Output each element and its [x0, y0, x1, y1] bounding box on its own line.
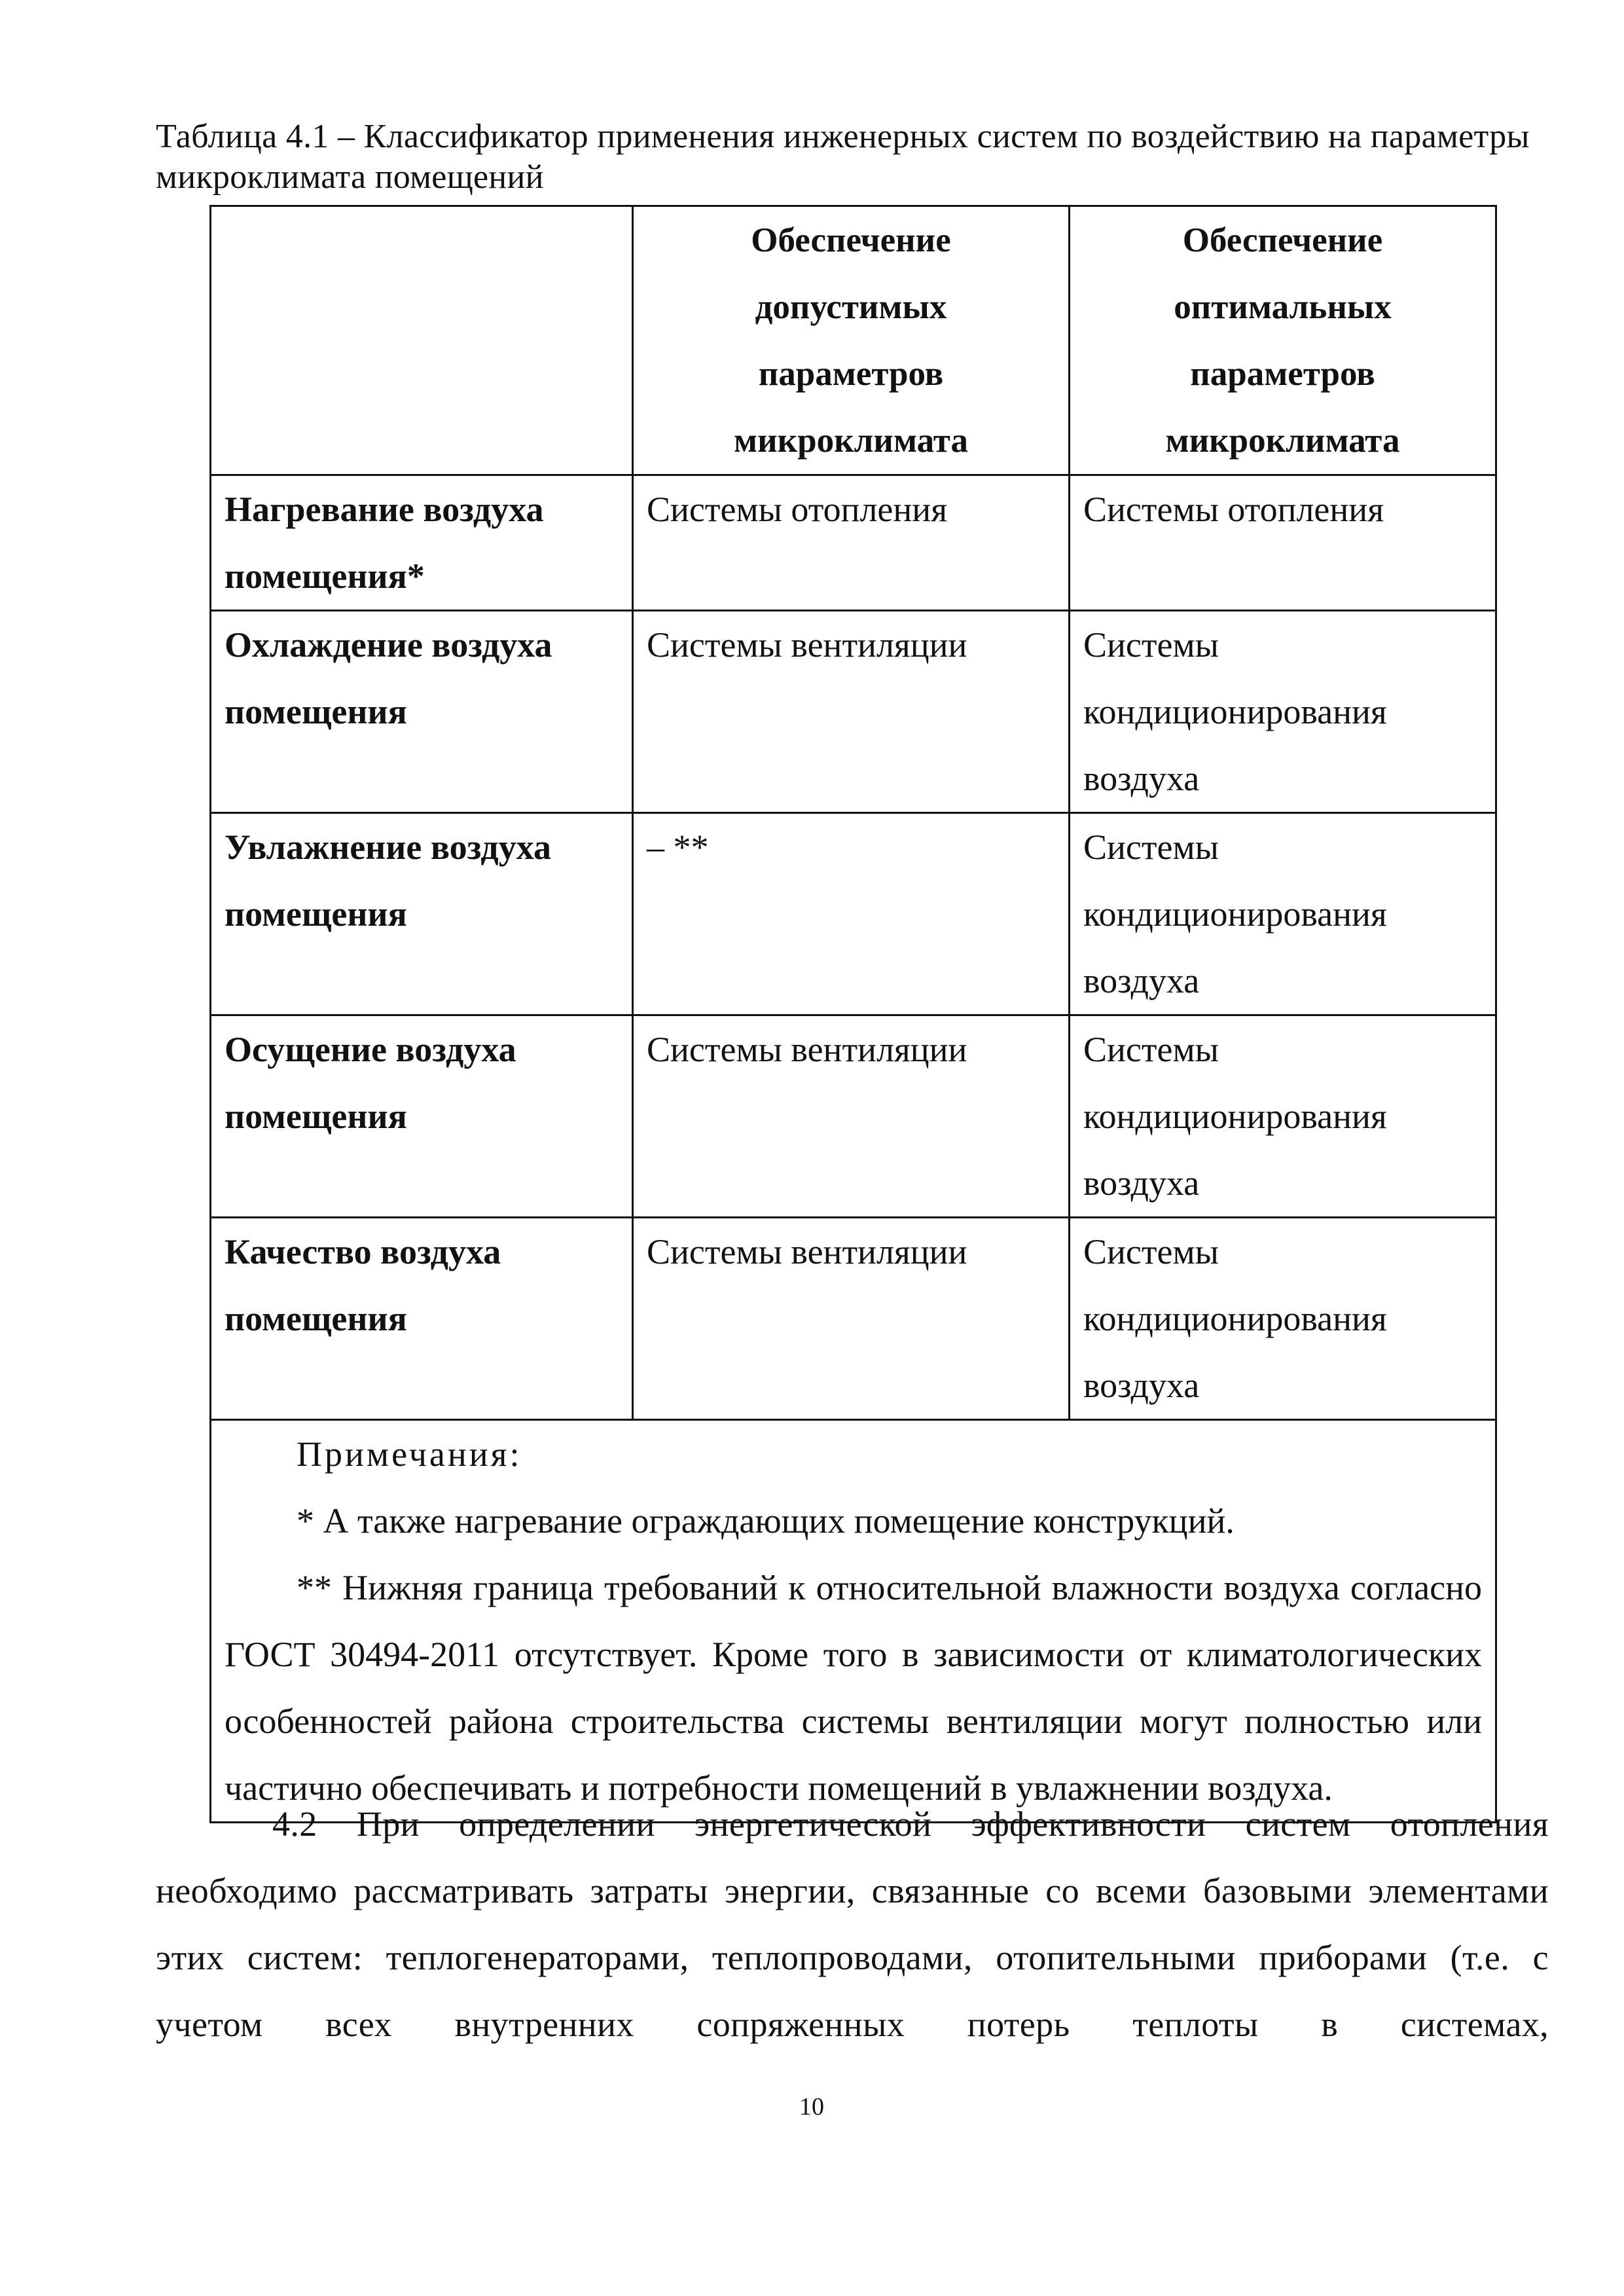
header-empty-cell: [211, 206, 633, 475]
header-line: микроклимата: [733, 422, 968, 460]
header-line: Обеспечение: [751, 221, 951, 259]
row-label-line: помещения: [225, 894, 407, 934]
table-row: [211, 813, 1496, 1015]
permissible-cell: [633, 1218, 1070, 1420]
row-label-line: Качество воздуха: [225, 1232, 501, 1271]
notes-cell: [211, 1420, 1496, 1823]
permissible-cell: [633, 1015, 1070, 1218]
row-label: [211, 813, 633, 1015]
optimal-cell: [1070, 475, 1496, 611]
permissible-cell: [633, 813, 1070, 1015]
optimal-cell: [1070, 611, 1496, 813]
table-row: [211, 611, 1496, 813]
cell-line: Системы вентиляции: [647, 625, 967, 665]
cell-line: – **: [647, 828, 709, 867]
cell-line: воздуха: [1083, 759, 1200, 798]
header-line: Обеспечение: [1182, 221, 1383, 259]
header-line: параметров: [1190, 355, 1375, 393]
optimal-cell: [1070, 813, 1496, 1015]
row-label: [211, 1218, 633, 1420]
cell-line: кондиционирования: [1083, 1299, 1387, 1338]
row-label-line: помещения*: [225, 556, 425, 596]
cell-line: Системы: [1083, 625, 1219, 665]
permissible-cell: [633, 611, 1070, 813]
body-paragraph: 4.2 При определении энергетической эффективности систем отопления необходимо рассматривать затраты энергии, связанные со всеми базовыми элементами этих систем: теплогенераторами, теплопроводами, отопительными приборами (т.е. с учетом всех внутренних сопряженных потерь теплоты в системах,: [156, 1804, 1549, 2044]
optimal-cell: [1070, 1218, 1496, 1420]
row-label: [211, 475, 633, 611]
table-row: [211, 1015, 1496, 1218]
table-caption: Таблица 4.1 – Классификатор применения инженерных систем по воздействию на параметры микроклимата помещений: [156, 118, 1530, 196]
row-label-line: Увлажнение воздуха: [225, 828, 551, 867]
note-1: * А также нагревание ограждающих помещение конструкций.: [297, 1501, 1235, 1540]
optimal-cell: [1070, 1015, 1496, 1218]
cell-line: Системы: [1083, 828, 1219, 867]
cell-line: кондиционирования: [1083, 1097, 1387, 1136]
cell-line: воздуха: [1083, 1163, 1200, 1203]
row-label-line: помещения: [225, 1299, 407, 1338]
row-label: [211, 611, 633, 813]
cell-line: Системы: [1083, 1232, 1219, 1271]
cell-line: кондиционирования: [1083, 692, 1387, 731]
permissible-cell: [633, 475, 1070, 611]
cell-line: Системы: [1083, 1030, 1219, 1069]
note-2: ** Нижняя граница требований к относительной влажности воздуха согласно ГОСТ 30494-2011 отсутствует. Кроме того в зависимости от климатологических особенностей района строительства системы вентиляции могут полностью или частично обеспечивать и потребности помещений в увлажнении воздуха.: [225, 1568, 1482, 1808]
row-label-line: Охлаждение воздуха: [225, 625, 552, 665]
cell-line: Системы вентиляции: [647, 1030, 967, 1069]
header-line: допустимых: [755, 288, 947, 326]
classifier-table: [209, 205, 1497, 1823]
table-row: [211, 1218, 1496, 1420]
cell-line: воздуха: [1083, 961, 1200, 1000]
notes-row: [211, 1420, 1496, 1823]
header-permissible: [633, 206, 1070, 475]
cell-line: воздуха: [1083, 1366, 1200, 1405]
header-line: микроклимата: [1165, 422, 1400, 460]
cell-line: Системы отопления: [647, 490, 948, 529]
cell-line: кондиционирования: [1083, 894, 1387, 934]
table-header-row: [211, 206, 1496, 475]
page-number: 10: [799, 2093, 824, 2121]
header-line: оптимальных: [1174, 288, 1392, 326]
header-line: параметров: [758, 355, 944, 393]
row-label: [211, 1015, 633, 1218]
row-label-line: помещения: [225, 692, 407, 731]
notes-title: Примечания:: [297, 1434, 522, 1474]
header-optimal: [1070, 206, 1496, 475]
row-label-line: Нагревание воздуха: [225, 490, 544, 529]
row-label-line: помещения: [225, 1097, 407, 1136]
table-row: [211, 475, 1496, 611]
cell-line: Системы отопления: [1083, 490, 1384, 529]
row-label-line: Осущение воздуха: [225, 1030, 516, 1069]
cell-line: Системы вентиляции: [647, 1232, 967, 1271]
